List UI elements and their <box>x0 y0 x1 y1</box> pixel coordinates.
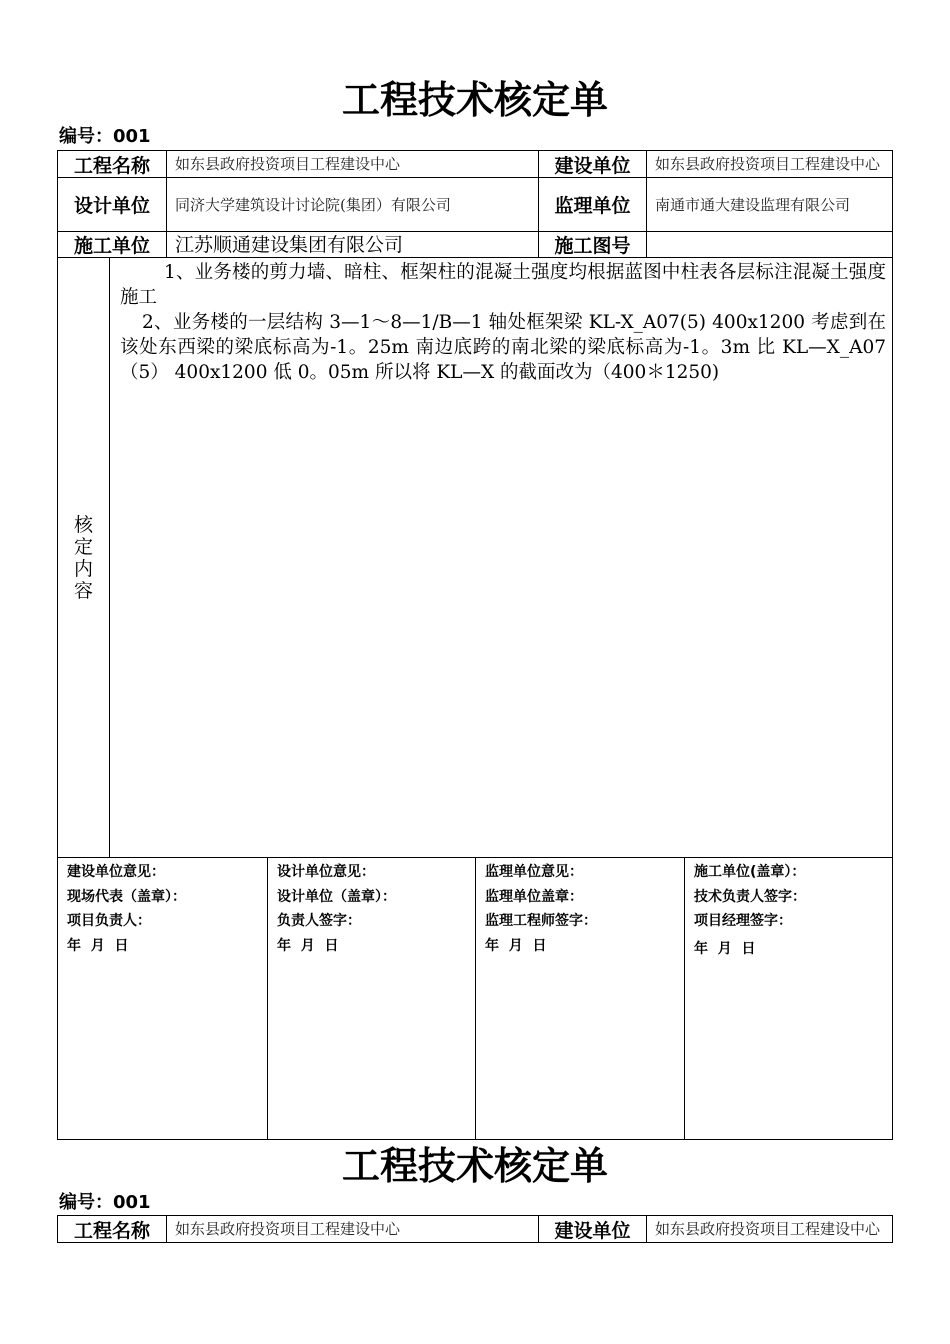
supervision-opinion-block <box>475 857 684 1139</box>
construction-opinion-line2: 项目经理签字： <box>694 913 792 929</box>
design-opinion-line2: 负责人签字： <box>277 913 361 929</box>
owner-opinion-line2: 项目负责人： <box>67 913 151 929</box>
construction-opinion-title: 施工单位(盖章）： <box>694 864 806 880</box>
owner-opinion-block <box>58 857 267 1139</box>
construction-opinion-block <box>684 857 892 1139</box>
design-opinion-date: 年 月 日 <box>277 937 339 954</box>
design-unit-label: 设计单位 <box>58 177 166 231</box>
construction-opinion-line1: 技术负责人签字： <box>694 888 806 905</box>
owner-label: 建设单位 <box>538 151 646 177</box>
content-label-text: 核定内容 <box>73 513 93 602</box>
project-name-label: 工程名称 <box>73 154 150 177</box>
project-name-value: 如东县政府投资项目工程建设中心 <box>166 151 538 177</box>
supervision-unit-label: 监理单位 <box>538 177 646 231</box>
content-label <box>58 257 109 857</box>
serial-number: 编号：001 <box>59 126 151 147</box>
form-title-2: 工程技术核定单 <box>341 1144 608 1188</box>
serial-number-2: 编号：001 <box>59 1192 151 1213</box>
verification-form-table-2 <box>57 1215 893 1243</box>
construction-unit-label: 施工单位 <box>58 231 166 257</box>
owner-label-2: 建设单位 <box>538 1216 646 1242</box>
verification-form-table <box>57 150 893 1140</box>
construction-opinion-date: 年 月 日 <box>694 940 756 957</box>
content-item-1: 1、业务楼的剪力墙、暗柱、框架柱的混凝土强度均根据蓝图中柱表各层标注混凝土强度施工 <box>120 262 886 308</box>
drawing-number-value <box>646 231 892 257</box>
supervision-opinion-date: 年 月 日 <box>485 937 547 954</box>
verification-content <box>109 257 892 857</box>
supervision-opinion-line2: 监理工程师签字： <box>485 913 597 929</box>
owner-value-2: 如东县政府投资项目工程建设中心 <box>646 1216 892 1242</box>
project-name-label-2: 工程名称 <box>73 1219 150 1242</box>
content-item-2: 2、业务楼的一层结构 3—1～8—1/B—1 轴处框架梁 KL-X_A07(5) 400x1200 考虑到在该处东西梁的梁底标高为-1。25m 南边底跨的南北梁的梁底标高为-1。3m 比 KL—X_A07（5） 400x1200 低 0。05m 所以将 KL—X 的截面改为（400＊1250) <box>120 312 886 383</box>
owner-opinion-line1: 现场代表（盖章）： <box>67 888 186 905</box>
supervision-opinion-line1: 监理单位盖章： <box>485 888 583 905</box>
owner-opinion-title: 建设单位意见： <box>67 864 165 880</box>
project-name-value-2: 如东县政府投资项目工程建设中心 <box>166 1216 538 1242</box>
owner-value: 如东县政府投资项目工程建设中心 <box>646 151 892 177</box>
construction-unit-value: 江苏顺通建设集团有限公司 <box>166 231 538 257</box>
supervision-unit-value: 南通市通大建设监理有限公司 <box>646 177 892 231</box>
form-title: 工程技术核定单 <box>341 78 608 122</box>
design-unit-value: 同济大学建筑设计讨论院(集团）有限公司 <box>166 177 538 231</box>
design-opinion-line1: 设计单位（盖章）： <box>277 888 396 905</box>
design-opinion-block <box>267 857 475 1139</box>
owner-opinion-date: 年 月 日 <box>67 937 129 954</box>
drawing-number-label: 施工图号 <box>538 231 646 257</box>
design-opinion-title: 设计单位意见： <box>277 864 375 880</box>
supervision-opinion-title: 监理单位意见： <box>485 864 583 880</box>
